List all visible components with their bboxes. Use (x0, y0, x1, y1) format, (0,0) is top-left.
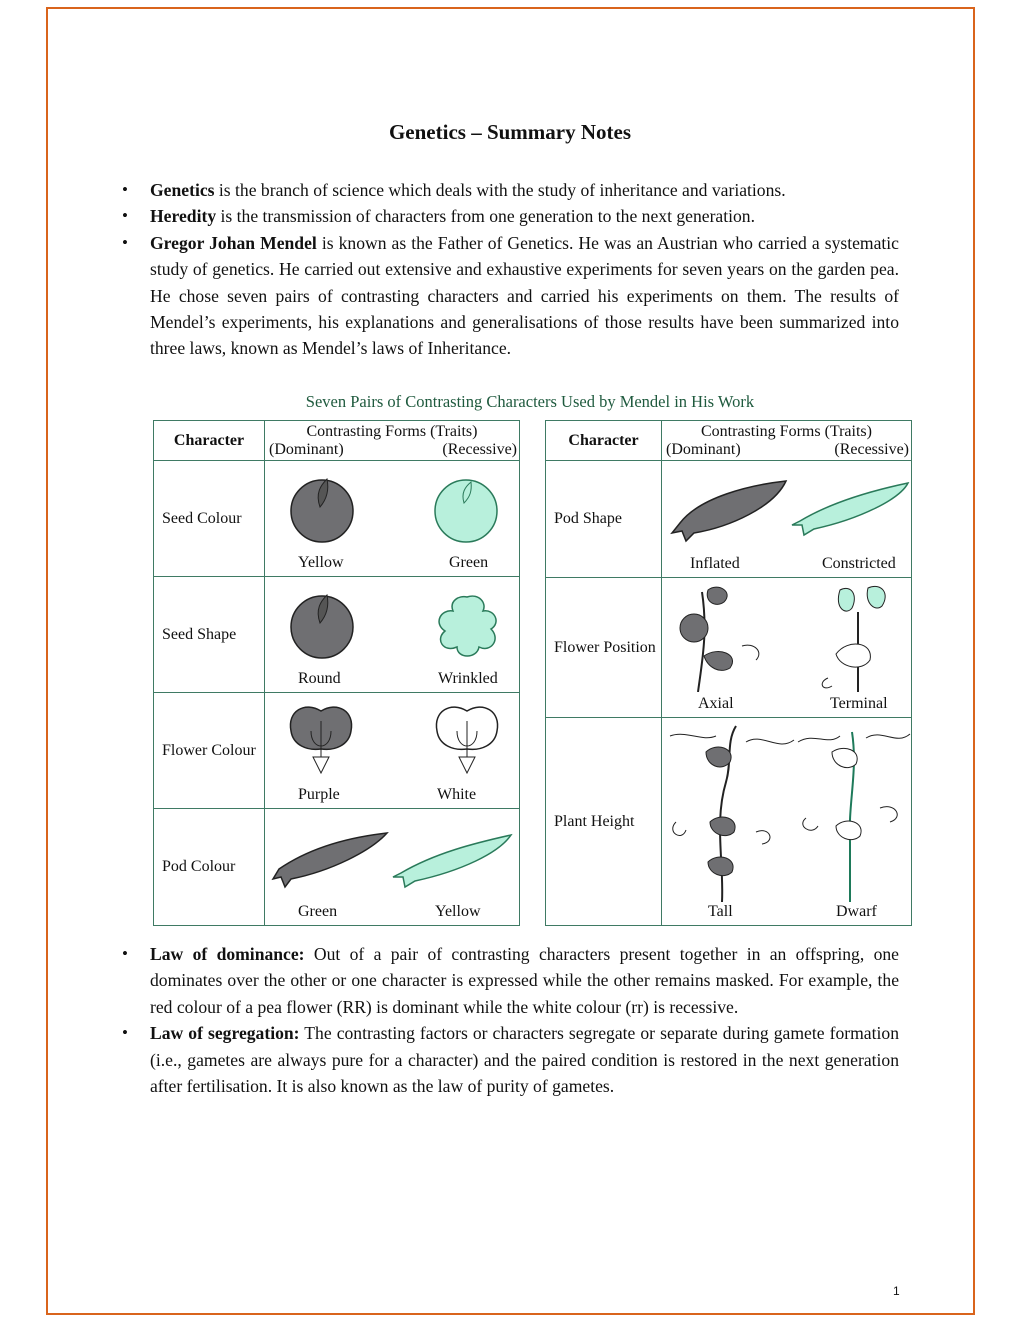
trait-recessive: Green (449, 554, 489, 571)
definition: is known as the Father of Genetics. He was an Austrian who carried a systematic study of genetics. He carried out extensive and exhaustive experiments for seven years on the garden pea. He chose seven pairs of contrasting characters and carried his experiments on them. The results of Mendel’s experiments, his explanations and generalisations of those results have been summarized into three laws, known as Mendel’s laws of Inheritance. (150, 232, 899, 359)
bullet-mendel (150, 230, 899, 362)
laws-bullets (150, 941, 899, 1099)
trait-cell (662, 578, 912, 718)
header-forms (662, 421, 912, 461)
dwarf-plant-icon (792, 722, 912, 902)
bullet-genetics (150, 177, 899, 203)
trait-dominant: Axial (698, 695, 734, 712)
trait-recessive: Yellow (435, 903, 481, 920)
definition: The contrasting factors or characters segregate or separate during gamete formation (i.e., gametes are always pure for a character) and the paired condition is restored in the next generation after fertilisation. It is also known as the law of purity of gametes. (150, 1023, 899, 1097)
trait-dominant: Inflated (690, 555, 740, 572)
inflated-pod-icon (670, 477, 790, 547)
trait-cell (265, 577, 520, 693)
trait-dominant: Round (298, 670, 341, 687)
axial-flower-icon (668, 582, 778, 692)
page-number: 1 (893, 1284, 900, 1298)
trait-cell (265, 693, 520, 809)
character-name: Flower Position (546, 578, 662, 718)
forms-label: Contrasting Forms (Traits) (306, 423, 478, 440)
header-character: Character (546, 421, 662, 461)
trait-dominant: Tall (708, 903, 733, 920)
yellow-seed-icon (287, 473, 357, 543)
trait-recessive: Dwarf (836, 903, 877, 920)
green-seed-icon (431, 473, 501, 543)
term: Heredity (150, 206, 217, 227)
trait-cell (265, 809, 520, 926)
trait-recessive: Wrinkled (438, 670, 498, 687)
trait-dominant: Yellow (298, 554, 344, 571)
dominant-label: (Dominant) (269, 441, 344, 458)
intro-bullets (150, 177, 899, 362)
yellow-pod-icon (391, 831, 515, 897)
character-name: Plant Height (546, 718, 662, 926)
trait-recessive: White (437, 786, 477, 803)
terminal-flower-icon (818, 582, 908, 692)
bullet-law-of-segregation (150, 1020, 899, 1099)
purple-flower-icon (285, 701, 357, 781)
traits-table-left (153, 420, 520, 926)
trait-dominant: Green (298, 903, 338, 920)
definition: is the transmission of characters from one generation to the next generation. (216, 206, 756, 227)
green-pod-icon (271, 827, 391, 897)
term: Genetics (150, 180, 215, 200)
definition: is the branch of science which deals with the study of inheritance and variations. (214, 180, 786, 200)
header-character: Character (154, 421, 265, 461)
page-title: Genetics – Summary Notes (388, 120, 632, 144)
forms-label: Contrasting Forms (Traits) (701, 423, 872, 440)
term: Law of dominance: (150, 944, 305, 964)
round-seed-icon (287, 589, 357, 659)
definition: Out of a pair of contrasting characters present together in an offspring, one dominates over the other or one character is expressed while the other remains masked. For example, the red colour of a pea flower (RR) is dominant while the white colour (rr) is recessive. (150, 944, 899, 1017)
constricted-pod-icon (790, 479, 912, 545)
character-name: Pod Colour (154, 809, 265, 926)
bullet-heredity (150, 203, 899, 229)
recessive-label: (Recessive) (834, 441, 909, 458)
term: Law of segregation: (150, 1023, 300, 1044)
recessive-label: (Recessive) (442, 441, 517, 458)
character-name: Pod Shape (546, 461, 662, 578)
dominant-label: (Dominant) (666, 441, 741, 458)
character-name: Seed Shape (154, 577, 265, 693)
character-name: Seed Colour (154, 461, 265, 577)
white-flower-icon (431, 701, 503, 781)
header-forms (265, 421, 520, 461)
traits-table-right (545, 420, 912, 926)
trait-cell (662, 718, 912, 926)
trait-cell (662, 461, 912, 578)
trait-cell (265, 461, 520, 577)
trait-recessive: Terminal (830, 695, 888, 712)
tall-plant-icon (666, 722, 796, 902)
bullet-law-of-dominance (150, 941, 899, 1020)
figure-caption: Seven Pairs of Contrasting Characters Used by Mendel in His Work (305, 392, 755, 411)
term: Gregor Johan Mendel (150, 232, 317, 253)
character-name: Flower Colour (154, 693, 265, 809)
trait-dominant: Purple (298, 786, 340, 803)
trait-recessive: Constricted (822, 555, 896, 572)
wrinkled-seed-icon (431, 589, 503, 661)
